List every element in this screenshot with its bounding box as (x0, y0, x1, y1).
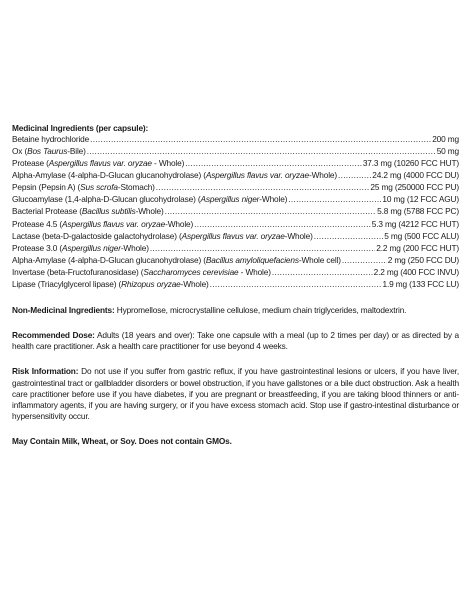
ingredient-amount: 1.9 mg (133 FCC LU) (382, 278, 459, 289)
dot-leader (338, 170, 371, 181)
ingredient-name: Lactase (beta-D-galactoside galactohydrolase) (Aspergillus flavus var. oryzae-Whole) (12, 230, 313, 241)
dot-leader (90, 134, 431, 145)
ingredient-name: Protease 3.0 (Aspergillus niger-Whole) (12, 242, 149, 253)
dot-leader (272, 267, 373, 278)
dot-leader (165, 206, 377, 217)
ingredient-name: Bacterial Protease (Bacillus subtilis-Whole) (12, 206, 164, 217)
ingredient-amount: 2.2 mg (400 FCC INVU) (373, 266, 459, 277)
ingredient-amount: 25 mg (250000 FCC PU) (370, 182, 459, 193)
ingredient-list (12, 134, 459, 291)
ingredient-row (12, 146, 459, 158)
ingredient-name: Pepsin (Pepsin A) (Sus scrofa-Stomach) (12, 182, 155, 193)
ingredient-row (12, 206, 459, 218)
dot-leader (342, 255, 387, 266)
ingredient-name: Invertase (beta-Fructofuranosidase) (Saccharomyces cerevisiae - Whole) (12, 266, 271, 277)
ingredient-row (12, 231, 459, 243)
ingredient-amount: 5.8 mg (5788 FCC PC) (377, 206, 459, 217)
ingredient-row (12, 255, 459, 267)
ingredient-amount: 5.3 mg (4212 FCC HUT) (371, 218, 459, 229)
ingredient-amount: 24.2 mg (4000 FCC DU) (372, 170, 459, 181)
dot-leader (87, 146, 436, 157)
ingredient-amount: 50 mg (436, 146, 459, 157)
recommended-dose-text: Adults (18 years and over): Take one capsule with a meal (up to 2 times per day) or as directed by a health care practitioner. Ask a health care practitioner for use beyond 4 weeks. (12, 330, 459, 352)
risk-information-text: Do not use if you suffer from gastric reflux, if you have gastrointestinal lesions or ulcers, if you have liver, gastrointestinal tract or gallbladder disorders or bowel obstruction, if you have gallstones or a bile duct obstruction. Ask a health care practitioner before use if you have diabetes, if you are pregnant or breastfeeding, if you are taking blood thinners or anti-inflammatory agents, if you are having surgery, or if you have excess stomach acid. Stop use if gastro-intestinal disturbance or hypersensitivity occur. (12, 366, 459, 422)
supplement-label (12, 123, 459, 448)
ingredient-row (12, 279, 459, 291)
ingredient-amount: 2.2 mg (200 FCC HUT) (376, 242, 459, 253)
ingredient-row (12, 182, 459, 194)
ingredient-name: Betaine hydrochloride (12, 134, 90, 145)
dot-leader (185, 158, 362, 169)
recommended-dose (12, 330, 459, 352)
ingredient-row (12, 267, 459, 279)
ingredient-row (12, 170, 459, 182)
ingredient-name: Glucoamylase (1,4-alpha-D-Glucan glucohydrolase) (Aspergillus niger-Whole) (12, 194, 288, 205)
ingredient-name: Protease 4.5 (Aspergillus flavus var. oryzae-Whole) (12, 218, 194, 229)
ingredient-name: Ox (Bos Taurus-Bile) (12, 146, 86, 157)
dot-leader (314, 231, 384, 242)
ingredient-row (12, 158, 459, 170)
ingredient-row (12, 134, 459, 146)
risk-information (12, 366, 459, 422)
ingredient-row (12, 194, 459, 206)
ingredient-amount: 10 mg (12 FCC AGU) (382, 194, 459, 205)
ingredient-amount: 200 mg (432, 134, 459, 145)
risk-information-label: Risk Information: (12, 366, 79, 377)
dot-leader (156, 182, 370, 193)
ingredient-amount: 5 mg (500 FCC ALU) (384, 230, 459, 241)
medicinal-ingredients-heading: Medicinal Ingredients (per capsule): (12, 123, 149, 133)
ingredient-amount: 37.3 mg (10260 FCC HUT) (362, 158, 459, 169)
ingredient-row (12, 243, 459, 255)
dot-leader (150, 243, 375, 254)
ingredient-amount: 2 mg (250 FCC DU) (387, 254, 459, 265)
dot-leader (194, 219, 371, 230)
non-medicinal-ingredients (12, 305, 459, 316)
non-medicinal-text: Hypromellose, microcrystalline cellulose, medium chain triglycerides, maltodextrin. (114, 304, 407, 315)
ingredient-name: Alpha-Amylase (4-alpha-D-Glucan glucanohydrolase) (Bacillus amyloliquefaciens-Whole cell) (12, 254, 341, 265)
ingredient-row (12, 219, 459, 231)
dot-leader (210, 279, 382, 290)
recommended-dose-label: Recommended Dose: (12, 330, 95, 341)
ingredient-name: Protease (Aspergillus flavus var. oryzae - Whole) (12, 158, 185, 169)
ingredient-name: Alpha-Amylase (4-alpha-D-Glucan glucanohydrolase) (Aspergillus flavus var. oryzae-Whole) (12, 170, 337, 181)
non-medicinal-label: Non-Medicinal Ingredients: (12, 304, 115, 315)
allergen-statement: May Contain Milk, Wheat, or Soy. Does not contain GMOs. (12, 436, 232, 447)
ingredient-name: Lipase (Triacylglycerol lipase) (Rhizopus oryzae-Whole) (12, 278, 209, 289)
dot-leader (288, 194, 381, 205)
